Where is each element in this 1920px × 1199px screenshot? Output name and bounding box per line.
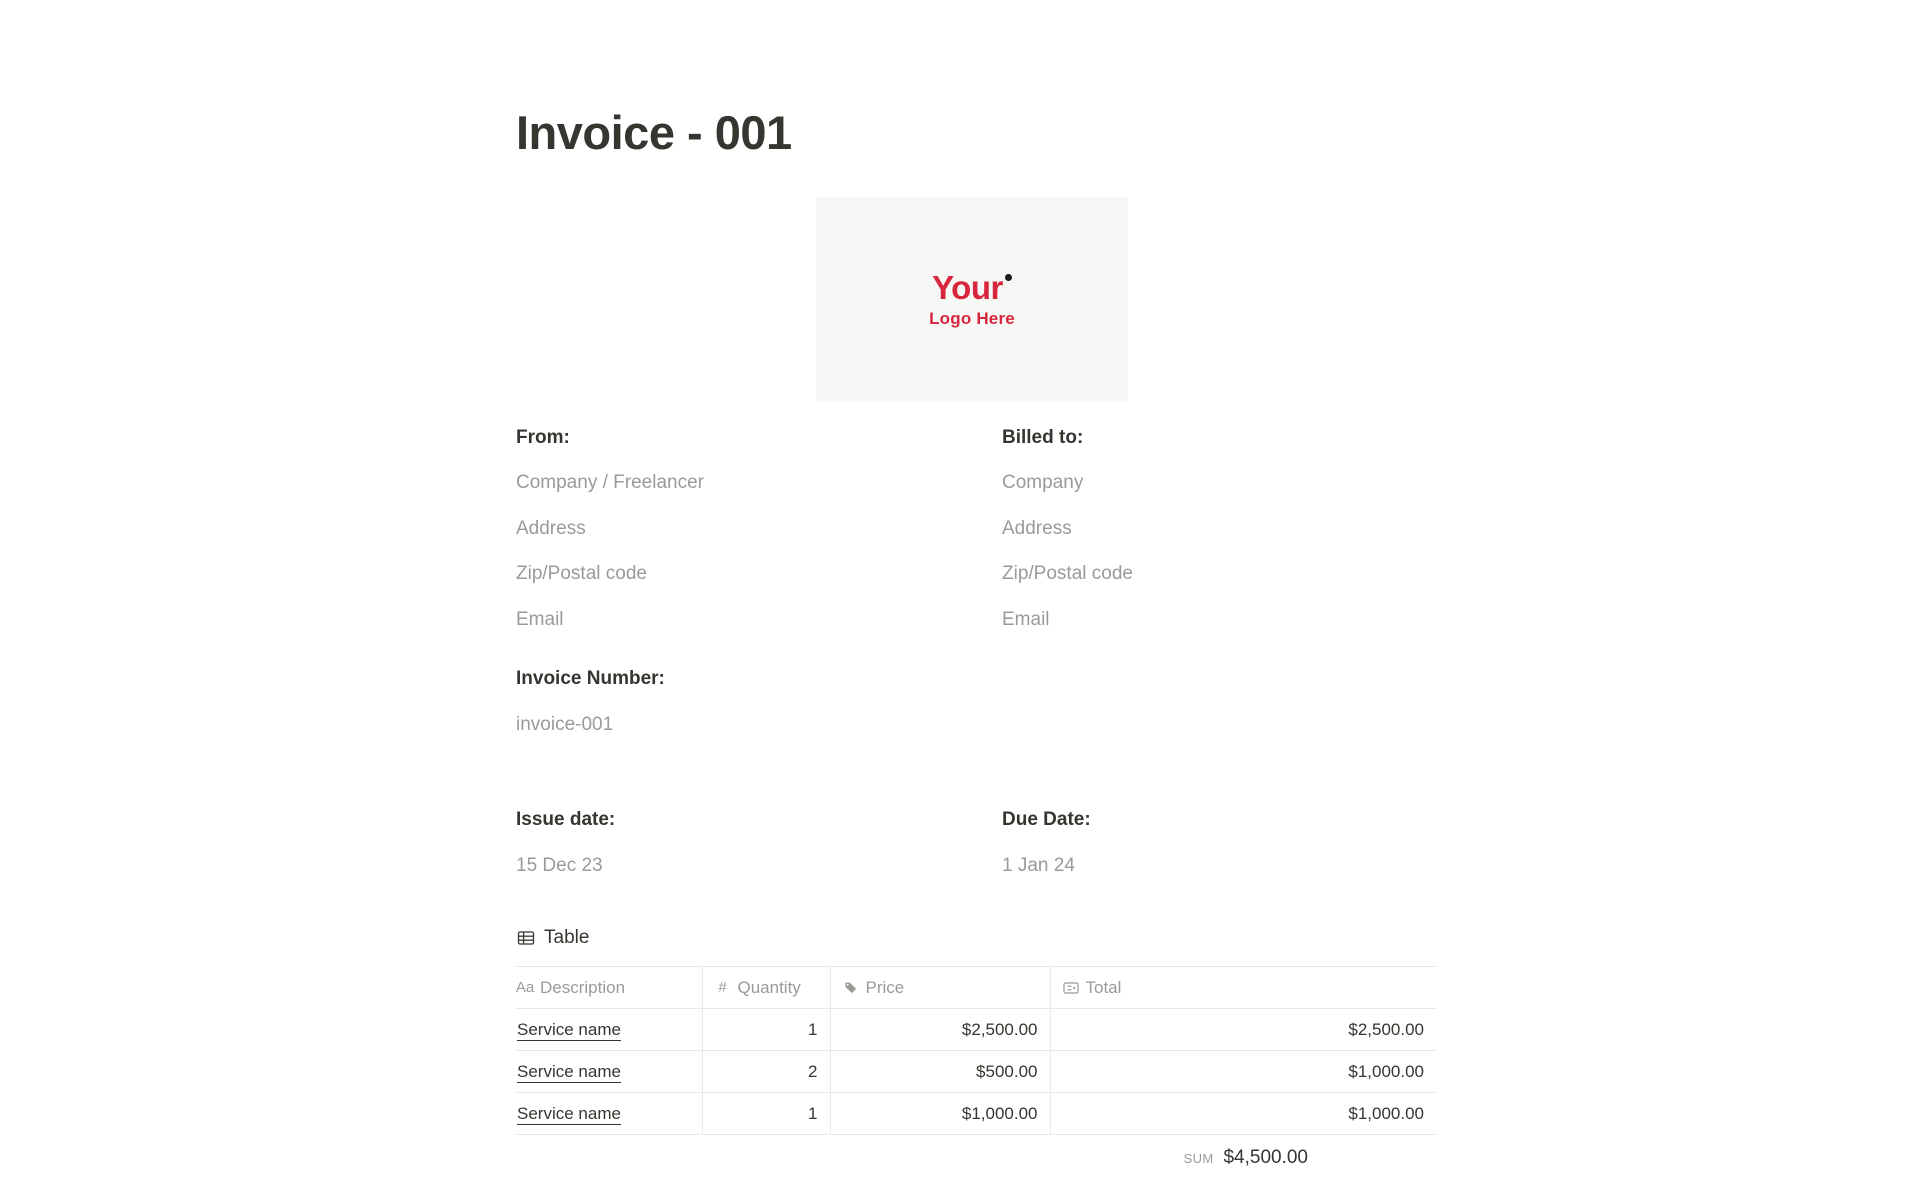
document-body: [516, 0, 1436, 1169]
issue-date-label: Issue date:: [516, 809, 616, 831]
from-address[interactable]: Address: [516, 517, 586, 539]
from-zip[interactable]: Zip/Postal code: [516, 563, 647, 585]
invoice-table: [516, 966, 1436, 1135]
page-title: Invoice - 001: [516, 106, 792, 159]
table-row[interactable]: [516, 1051, 1436, 1093]
cell-description-text: Service name: [517, 1061, 621, 1081]
cell-quantity[interactable]: 1: [702, 1093, 830, 1135]
parties-row: [516, 424, 1436, 635]
cell-description[interactable]: [516, 1009, 702, 1051]
issue-date-column: [516, 806, 1002, 880]
table-header-row: [516, 967, 1436, 1009]
formula-icon: [1063, 981, 1079, 995]
billed-to-label: Billed to:: [1002, 426, 1084, 448]
billed-to-company[interactable]: Company: [1002, 472, 1084, 494]
logo-line-2: Logo Here: [929, 309, 1015, 329]
sum-value: $4,500.00: [1223, 1147, 1308, 1169]
cell-description[interactable]: [516, 1093, 702, 1135]
cell-price[interactable]: $2,500.00: [830, 1009, 1050, 1051]
column-header-quantity[interactable]: [702, 967, 830, 1009]
cell-price[interactable]: $500.00: [830, 1051, 1050, 1093]
table-row[interactable]: [516, 1009, 1436, 1051]
from-company[interactable]: Company / Freelancer: [516, 472, 704, 494]
dates-row: [516, 806, 1436, 880]
column-header-quantity-label: Quantity: [737, 977, 801, 997]
logo-inner: [929, 271, 1015, 327]
from-label: From:: [516, 426, 570, 448]
invoice-number-label: Invoice Number:: [516, 668, 665, 690]
from-email[interactable]: Email: [516, 608, 564, 630]
column-header-price-label: Price: [865, 977, 905, 997]
table-icon: [517, 929, 535, 947]
table-block-title: Table: [544, 927, 590, 949]
cell-total[interactable]: $1,000.00: [1050, 1093, 1436, 1135]
billed-to-column: [1002, 424, 1436, 635]
invoice-number-value[interactable]: invoice-001: [516, 713, 614, 735]
sum-label: SUM: [1183, 1151, 1214, 1167]
logo-placeholder[interactable]: [816, 197, 1128, 402]
table-row[interactable]: [516, 1093, 1436, 1135]
text-type-icon: Aa: [515, 979, 535, 997]
column-header-price[interactable]: [830, 967, 1050, 1009]
column-header-description-label: Description: [540, 977, 626, 997]
billed-to-email[interactable]: Email: [1002, 608, 1050, 630]
spacer-3: [516, 880, 1436, 927]
logo-dot-icon: [1005, 274, 1012, 281]
logo-line-1-text: Your: [932, 269, 1003, 307]
billed-to-zip[interactable]: Zip/Postal code: [1002, 563, 1133, 585]
issue-date-value[interactable]: 15 Dec 23: [516, 854, 603, 876]
table-sum-row: [516, 1147, 1436, 1169]
table-block-header[interactable]: [516, 927, 1436, 949]
cell-description-text: Service name: [517, 1019, 621, 1039]
spacer-1: [516, 634, 1436, 665]
column-header-description[interactable]: [516, 967, 702, 1009]
column-header-total[interactable]: [1050, 967, 1436, 1009]
tag-icon: [843, 980, 859, 995]
cell-quantity[interactable]: 2: [702, 1051, 830, 1093]
due-date-value[interactable]: 1 Jan 24: [1002, 854, 1075, 876]
cell-total[interactable]: $1,000.00: [1050, 1051, 1436, 1093]
number-type-icon: #: [718, 979, 727, 997]
due-date-column: [1002, 806, 1436, 880]
cell-total[interactable]: $2,500.00: [1050, 1009, 1436, 1051]
due-date-label: Due Date:: [1002, 809, 1091, 831]
billed-to-address[interactable]: Address: [1002, 517, 1072, 539]
cell-quantity[interactable]: 1: [702, 1009, 830, 1051]
logo-line-1: [932, 269, 1012, 307]
spacer-2: [516, 739, 1436, 784]
cell-price[interactable]: $1,000.00: [830, 1093, 1050, 1135]
from-column: [516, 424, 1002, 635]
cell-description[interactable]: [516, 1051, 702, 1093]
cell-description-text: Service name: [517, 1103, 621, 1123]
invoice-number-block: [516, 665, 1436, 739]
column-header-total-label: Total: [1085, 977, 1122, 997]
